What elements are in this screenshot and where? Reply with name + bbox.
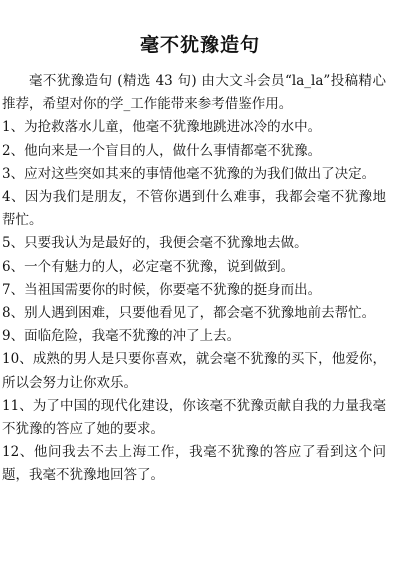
- sentence-item: 12、他问我去不去上海工作，我毫不犹豫的答应了看到这个问题，我毫不犹豫地回答了。: [2, 444, 386, 484]
- sentence-item: 2、他向来是一个盲目的人，做什么事情都毫不犹豫。: [2, 142, 322, 159]
- sentence-item: 7、当祖国需要你的时候，你要毫不犹豫的挺身而出。: [2, 281, 322, 298]
- sentence-item: 3、应对这些突如其来的事情他毫不犹豫的为我们做出了决定。: [2, 165, 376, 182]
- sentence-item: 11、为了中国的现代化建设，你该毫不犹豫贡献自我的力量我毫不犹豫的答应了她的要求。: [2, 397, 386, 438]
- sentence-item: 8、别人遇到困难，只要他看见了，都会毫不犹豫地前去帮忙。: [2, 305, 376, 322]
- document-title: 毫不犹豫造句: [139, 34, 260, 56]
- sentence-item: 9、面临危险，我毫不犹豫的冲了上去。: [2, 328, 241, 345]
- sentence-item: 1、为抢救落水儿童，他毫不犹豫地跳进冰冷的水中。: [2, 119, 322, 136]
- intro-paragraph: 毫不犹豫造句 (精选 43 句) 由大文斗会员“la_la”投稿精心推荐，希望对你的学_工作能带来参考借鉴作用。: [2, 73, 386, 113]
- sentence-item: 6、一个有魅力的人，必定毫不犹豫，说到做到。: [2, 258, 295, 275]
- sentence-item: 5、只要我认为是最好的，我便会毫不犹豫地去做。: [2, 235, 308, 252]
- sentence-item: 10、成熟的男人是只要你喜欢，就会毫不犹豫的买下，他爱你，所以会努力让你欢乐。: [2, 351, 386, 391]
- sentence-item: 4、因为我们是朋友，不管你遇到什么难事，我都会毫不犹豫地帮忙。: [2, 189, 386, 229]
- document-body: [2, 70, 386, 488]
